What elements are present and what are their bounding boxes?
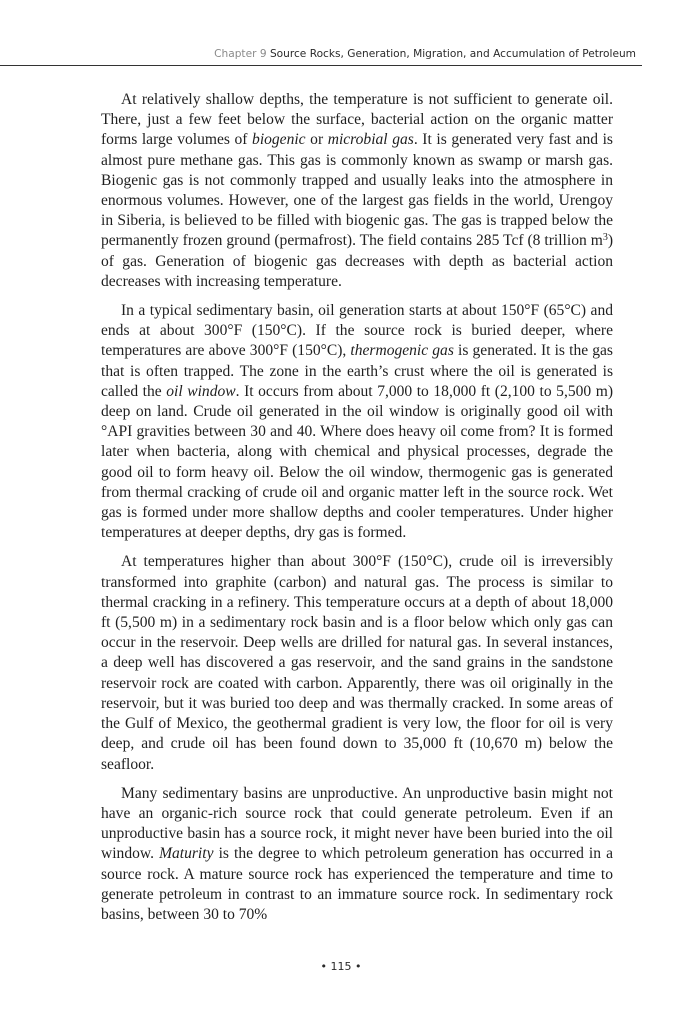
text-run: is generated. It is the gas that is often trapped. The zone in the earth’s crust where the oil is generated is called the: [101, 342, 613, 400]
paragraph-4: [101, 784, 613, 925]
term-maturity: Maturity: [159, 845, 214, 863]
text-run: . It occurs from about 7,000 to 18,000 ft (2,100 to 5,500 m) deep on land. Crude oil generated in the oil window is originally good oil with °API gravities between 30 and 40. Where does heavy oil come from? It is formed later when bacteria, along with chemical and physical processes, degrade the good oil to form heavy oil. Below the oil window, thermogenic gas is generated from thermal cracking of crude oil and organic matter left in the source rock. Wet gas is formed under more shallow depths and cooler temperatures. Under higher temperatures at deeper depths, dry gas is formed.: [101, 382, 613, 542]
term-biogenic: biogenic: [252, 131, 306, 149]
term-oil-window: oil window: [166, 382, 236, 400]
text-run: At relatively shallow depths, the temperature is not sufficient to generate oil. There, just a few feet below the surface, bacterial action on the organic matter forms large volumes of: [101, 91, 613, 149]
text-run: In a typical sedimentary basin, oil generation starts at about 150°F (65°C) and ends at about 300°F (150°C). If the source rock is buried deeper, where temperatures are above 300°F (150°C),: [101, 302, 613, 360]
paragraph-3: [101, 552, 613, 774]
chapter-label: Chapter 9: [214, 48, 267, 60]
text-run: or: [305, 131, 328, 149]
text-run: ) of gas. Generation of biogenic gas decreases with depth as bacterial action decreases with increasing temperature.: [101, 232, 613, 290]
paragraph-2: [101, 301, 613, 543]
chapter-title: Source Rocks, Generation, Migration, and Accumulation of Petroleum: [269, 48, 636, 60]
text-run: At temperatures higher than about 300°F (150°C), crude oil is irreversibly transformed into graphite (carbon) and natural gas. The process is similar to thermal cracking in a refinery. This temperature occurs at a depth of about 18,000 ft (5,500 m) in a sedimentary rock basin and is a floor below which only gas can occur in the reservoir. Deep wells are drilled for natural gas. In several instances, a deep well has discovered a gas reservoir, and the sand grains in the sandstone reservoir rock are coated with carbon. Apparently, there was oil originally in the reservoir, but it was buried too deep and was thermally cracked. In some areas of the Gulf of Mexico, the geothermal gradient is very low, the floor for oil is very deep, and crude oil has been found down to 35,000 ft (10,670 m) below the seafloor.: [101, 553, 613, 773]
body-text: [101, 90, 613, 925]
text-run: . It is generated very fast and is almost pure methane gas. This gas is commonly known as swamp or marsh gas. Biogenic gas is not commonly trapped and usually leaks into the atmosphere in enormous volumes. However, one of the largest gas fields in the world, Urengoy in Siberia, is believed to be filled with biogenic gas. The gas is trapped below the permanently frozen ground (permafrost). The field contains 285 Tcf (8 trillion m: [101, 131, 613, 250]
term-thermogenic-gas: thermogenic gas: [350, 342, 454, 360]
running-head: [0, 48, 636, 60]
page-number: • 115 •: [320, 960, 362, 973]
text-run: is the degree to which petroleum generation has occurred in a source rock. A mature source rock has experienced the temperature and time to generate petroleum in contrast to an immature source rock. In sedimentary rock basins, between 30 to 70%: [101, 845, 613, 923]
text-run: Many sedimentary basins are unproductive. An unproductive basin might not have an organic-rich source rock that could generate petroleum. Even if an unproductive basin has a source rock, it might never have been buried into the oil window.: [101, 784, 613, 863]
superscript: 3: [602, 232, 608, 244]
term-microbial-gas: microbial gas: [327, 131, 414, 149]
paragraph-1: [101, 90, 613, 292]
header-rule: [0, 65, 642, 66]
